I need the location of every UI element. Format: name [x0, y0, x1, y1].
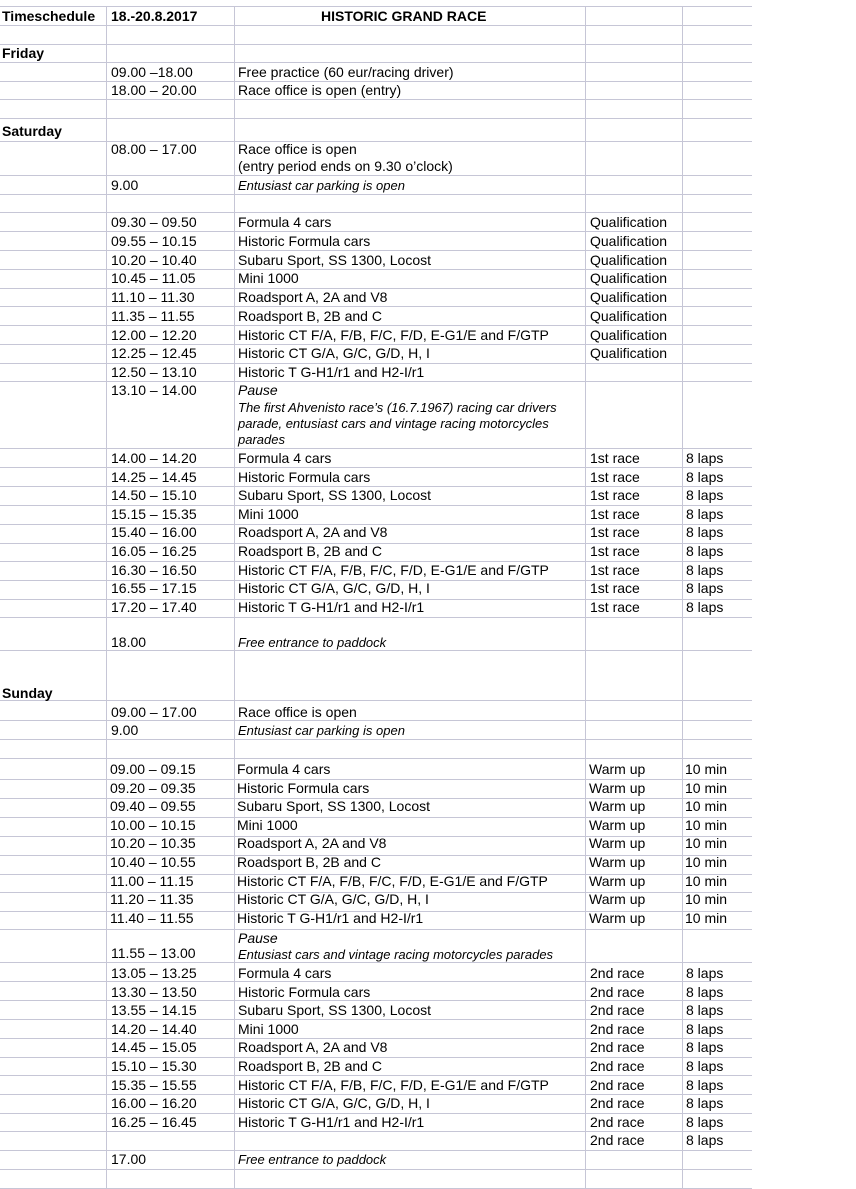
session-length: 8 laps: [686, 965, 724, 981]
session-type: 2nd race: [590, 1002, 645, 1018]
schedule-event: Historic CT F/A, F/B, F/C, F/D, E-G1/E and F/GTP: [238, 1077, 549, 1093]
grid-line-horizontal: [0, 250, 752, 251]
schedule-time: 15.40 – 16.00: [111, 524, 197, 540]
session-length: 8 laps: [686, 450, 724, 466]
session-type: 2nd race: [590, 1039, 645, 1055]
session-length: 10 min: [685, 780, 728, 796]
schedule-time: 13.10 – 14.00: [111, 382, 197, 398]
schedule-event: Roadsport B, 2B and C: [238, 1058, 382, 1074]
session-type: 1st race: [590, 524, 640, 540]
session-type: 2nd race: [590, 1114, 645, 1130]
grid-line-horizontal: [0, 448, 752, 449]
session-length: 8 laps: [686, 1039, 724, 1055]
session-type: Warm up: [589, 910, 646, 926]
schedule-time: 11.20 – 11.35: [110, 891, 194, 907]
schedule-event: Entusiast car parking is open: [238, 178, 405, 193]
schedule-event: Roadsport B, 2B and C: [238, 308, 382, 324]
schedule-time: 14.00 – 14.20: [111, 450, 197, 466]
schedule-time: 09.40 – 09.55: [110, 798, 196, 814]
session-length: 8 laps: [686, 1058, 724, 1074]
grid-line-horizontal: [0, 929, 752, 930]
session-type: 1st race: [590, 580, 640, 596]
schedule-time: 09.20 – 09.35: [110, 780, 196, 796]
schedule-event: Historic T G-H1/r1 and H2-I/r1: [238, 364, 425, 380]
session-length: 8 laps: [686, 1077, 724, 1093]
session-length: 8 laps: [686, 1002, 724, 1018]
schedule-event: Race office is open: [238, 141, 357, 157]
schedule-time: 9.00: [111, 722, 139, 738]
schedule-time: 08.00 – 17.00: [111, 141, 197, 157]
pause-title: Pause: [238, 930, 278, 946]
session-length: 8 laps: [686, 1095, 724, 1111]
schedule-event: Historic CT F/A, F/B, F/C, F/D, E-G1/E and F/GTP: [238, 562, 549, 578]
session-type: 1st race: [590, 562, 640, 578]
session-length: 8 laps: [686, 984, 724, 1000]
session-type: Qualification: [590, 345, 668, 361]
grid-line-horizontal: [0, 62, 752, 63]
schedule-time: 13.05 – 13.25: [111, 965, 197, 981]
schedule-event: Roadsport A, 2A and V8: [238, 289, 388, 305]
schedule-event: Mini 1000: [238, 506, 299, 522]
session-type: Warm up: [589, 873, 646, 889]
day-heading-saturday: Saturday: [2, 123, 62, 139]
day-heading-sunday: Sunday: [2, 685, 53, 701]
schedule-time: 16.30 – 16.50: [111, 562, 197, 578]
schedule-time: 09.00 –18.00: [111, 64, 193, 80]
session-type: Qualification: [590, 270, 668, 286]
session-length: 8 laps: [686, 562, 724, 578]
schedule-time: 10.20 – 10.40: [111, 252, 197, 268]
pause-note: The first Ahvenisto race’s (16.7.1967) racing car drivers: [238, 400, 557, 415]
grid-line-horizontal: [0, 306, 752, 307]
session-length: 8 laps: [686, 599, 724, 615]
schedule-event: Historic CT G/A, G/C, G/D, H, I: [238, 1095, 430, 1111]
session-type: 1st race: [590, 506, 640, 522]
schedule-event: Formula 4 cars: [237, 761, 331, 777]
schedule-time: 14.50 – 15.10: [111, 487, 197, 503]
schedule-time: 09.00 – 17.00: [111, 704, 197, 720]
schedule-time: 13.55 – 14.15: [111, 1002, 197, 1018]
session-length: 8 laps: [686, 524, 724, 540]
schedule-time: 15.35 – 15.55: [111, 1077, 197, 1093]
schedule-event: Historic CT G/A, G/C, G/D, H, I: [238, 345, 430, 361]
schedule-event: Free entrance to paddock: [238, 635, 387, 650]
pause-note: parades: [238, 432, 285, 447]
session-type: Warm up: [589, 854, 646, 870]
pause-note: Entusiast cars and vintage racing motorcycles parades: [238, 947, 554, 962]
header-label: Timeschedule: [2, 8, 96, 24]
session-type: 1st race: [590, 487, 640, 503]
schedule-time: 15.10 – 15.30: [111, 1058, 197, 1074]
session-type: Warm up: [589, 761, 646, 777]
grid-line-horizontal: [0, 1019, 752, 1020]
session-length: 8 laps: [686, 1132, 724, 1148]
schedule-event: Historic Formula cars: [237, 780, 370, 796]
schedule-time: 14.20 – 14.40: [111, 1021, 197, 1037]
schedule-event: Subaru Sport, SS 1300, Locost: [238, 487, 432, 503]
session-length: 8 laps: [686, 580, 724, 596]
schedule-event: Historic T G-H1/r1 and H2-I/r1: [238, 1114, 425, 1130]
grid-line-horizontal: [0, 118, 752, 119]
grid-line-horizontal: [0, 212, 752, 213]
grid-line-horizontal: [0, 6, 752, 7]
header-dates: 18.-20.8.2017: [111, 8, 198, 24]
grid-line-horizontal: [0, 1169, 752, 1170]
session-length: 8 laps: [686, 1021, 724, 1037]
session-type: 1st race: [590, 469, 640, 485]
session-type: 1st race: [590, 450, 640, 466]
schedule-event: Historic CT G/A, G/C, G/D, H, I: [237, 891, 429, 907]
grid-line-vertical: [106, 6, 107, 1189]
grid-line-horizontal: [0, 700, 752, 701]
grid-line-horizontal: [0, 25, 752, 26]
schedule-time: 11.40 – 11.55: [110, 910, 194, 926]
schedule-time: 11.00 – 11.15: [110, 873, 194, 889]
session-length: 8 laps: [686, 469, 724, 485]
schedule-time: 11.35 – 11.55: [111, 308, 195, 324]
session-length: 10 min: [685, 910, 728, 926]
session-type: Warm up: [589, 798, 646, 814]
grid-line-vertical: [682, 6, 683, 1189]
schedule-event: Historic CT F/A, F/B, F/C, F/D, E-G1/E and F/GTP: [238, 327, 549, 343]
schedule-time: 12.00 – 12.20: [111, 327, 197, 343]
session-type: Warm up: [589, 780, 646, 796]
schedule-event: Historic T G-H1/r1 and H2-I/r1: [238, 599, 425, 615]
schedule-time: 11.10 – 11.30: [111, 289, 195, 305]
pause-note: parade, entusiast cars and vintage racing motorcycles: [238, 416, 549, 431]
schedule-time: 09.00 – 09.15: [110, 761, 196, 777]
session-type: Warm up: [589, 891, 646, 907]
schedule-time: 14.45 – 15.05: [111, 1039, 197, 1055]
pause-title: Pause: [238, 382, 278, 398]
schedule-time: 17.00: [111, 1151, 147, 1167]
session-length: 10 min: [685, 873, 728, 889]
grid-line-horizontal: [0, 617, 752, 618]
schedule-event: Historic CT G/A, G/C, G/D, H, I: [238, 580, 430, 596]
schedule-event: Mini 1000: [238, 270, 299, 286]
session-length: 8 laps: [686, 543, 724, 559]
schedule-event: Formula 4 cars: [238, 214, 332, 230]
schedule-time: 10.00 – 10.15: [110, 817, 196, 833]
schedule-time: 09.30 – 09.50: [111, 214, 197, 230]
schedule-event: Subaru Sport, SS 1300, Locost: [238, 252, 432, 268]
session-length: 10 min: [685, 798, 728, 814]
schedule-time: 9.00: [111, 177, 139, 193]
session-type: Qualification: [590, 308, 668, 324]
session-type: Warm up: [589, 835, 646, 851]
session-type: 2nd race: [590, 965, 645, 981]
page-title: HISTORIC GRAND RACE: [321, 8, 487, 24]
schedule-time: 16.55 – 17.15: [111, 580, 197, 596]
day-heading-friday: Friday: [2, 45, 45, 61]
grid-line-horizontal: [0, 467, 752, 468]
schedule-time: 12.25 – 12.45: [111, 345, 197, 361]
session-type: Qualification: [590, 214, 668, 230]
session-length: 8 laps: [686, 506, 724, 522]
schedule-event: Roadsport B, 2B and C: [237, 854, 381, 870]
schedule-event: Formula 4 cars: [238, 965, 332, 981]
session-type: 2nd race: [590, 1095, 645, 1111]
session-type: Qualification: [590, 289, 668, 305]
session-type: 2nd race: [590, 1077, 645, 1093]
session-type: 1st race: [590, 543, 640, 559]
session-length: 10 min: [685, 761, 728, 777]
session-type: 2nd race: [590, 1132, 645, 1148]
session-length: 10 min: [685, 891, 728, 907]
session-type: 2nd race: [590, 1058, 645, 1074]
grid-line-horizontal: [0, 175, 752, 176]
schedule-event: Subaru Sport, SS 1300, Locost: [237, 798, 431, 814]
session-type: Qualification: [590, 327, 668, 343]
schedule-event: Historic T G-H1/r1 and H2-I/r1: [237, 910, 424, 926]
schedule-time: 10.45 – 11.05: [111, 270, 196, 286]
schedule-time: 11.55 – 13.00: [111, 945, 196, 961]
schedule-time: 12.50 – 13.10: [111, 364, 197, 380]
schedule-time: 10.40 – 10.55: [110, 854, 196, 870]
session-length: 10 min: [685, 835, 728, 851]
grid-line-horizontal: [0, 99, 752, 100]
schedule-event: Historic Formula cars: [238, 984, 371, 1000]
grid-line-horizontal: [0, 739, 752, 740]
schedule-event: Subaru Sport, SS 1300, Locost: [238, 1002, 432, 1018]
session-type: 2nd race: [590, 984, 645, 1000]
schedule-event: Race office is open: [238, 704, 357, 720]
schedule-event: Mini 1000: [238, 1021, 299, 1037]
schedule-time: 14.25 – 14.45: [111, 469, 197, 485]
schedule-time: 09.55 – 10.15: [111, 233, 197, 249]
session-type: Qualification: [590, 252, 668, 268]
schedule-event: Free entrance to paddock: [238, 1152, 387, 1167]
session-length: 10 min: [685, 854, 728, 870]
session-type: Qualification: [590, 233, 668, 249]
schedule-event: Mini 1000: [237, 817, 298, 833]
schedule-time: 18.00: [111, 634, 147, 650]
grid-line-horizontal: [0, 1075, 752, 1076]
grid-line-vertical: [585, 6, 586, 1189]
session-type: 2nd race: [590, 1021, 645, 1037]
grid-line-horizontal: [0, 325, 752, 326]
schedule-time: 15.15 – 15.35: [111, 506, 197, 522]
grid-line-horizontal: [0, 231, 752, 232]
grid-line-horizontal: [0, 194, 752, 195]
schedule-time: 13.30 – 13.50: [111, 984, 197, 1000]
schedule-event: Historic CT F/A, F/B, F/C, F/D, E-G1/E and F/GTP: [237, 873, 548, 889]
schedule-event: Race office is open (entry): [238, 82, 402, 98]
schedule-event: Entusiast car parking is open: [238, 723, 405, 738]
schedule-event: Roadsport B, 2B and C: [238, 543, 382, 559]
schedule-time: 16.05 – 16.25: [111, 543, 197, 559]
schedule-time: 10.20 – 10.35: [110, 835, 196, 851]
session-length: 10 min: [685, 817, 728, 833]
schedule-event: Roadsport A, 2A and V8: [238, 524, 388, 540]
grid-line-horizontal: [0, 758, 752, 759]
schedule-event: Roadsport A, 2A and V8: [238, 1039, 388, 1055]
schedule-event: Historic Formula cars: [238, 469, 371, 485]
session-type: Warm up: [589, 817, 646, 833]
schedule-event: Formula 4 cars: [238, 450, 332, 466]
schedule-event: Roadsport A, 2A and V8: [237, 835, 387, 851]
schedule-time: 18.00 – 20.00: [111, 82, 197, 98]
schedule-event: Free practice (60 eur/racing driver): [238, 64, 454, 80]
grid-line-horizontal: [0, 44, 752, 45]
schedule-time: 17.20 – 17.40: [111, 599, 197, 615]
schedule-event: Historic Formula cars: [238, 233, 371, 249]
grid-line-vertical: [234, 6, 235, 1189]
schedule-time: 16.00 – 16.20: [111, 1095, 197, 1111]
session-length: 8 laps: [686, 1114, 724, 1130]
session-length: 8 laps: [686, 487, 724, 503]
session-type: 1st race: [590, 599, 640, 615]
schedule-event-note: (entry period ends on 9.30 o’clock): [238, 158, 453, 174]
schedule-time: 16.25 – 16.45: [111, 1114, 197, 1130]
